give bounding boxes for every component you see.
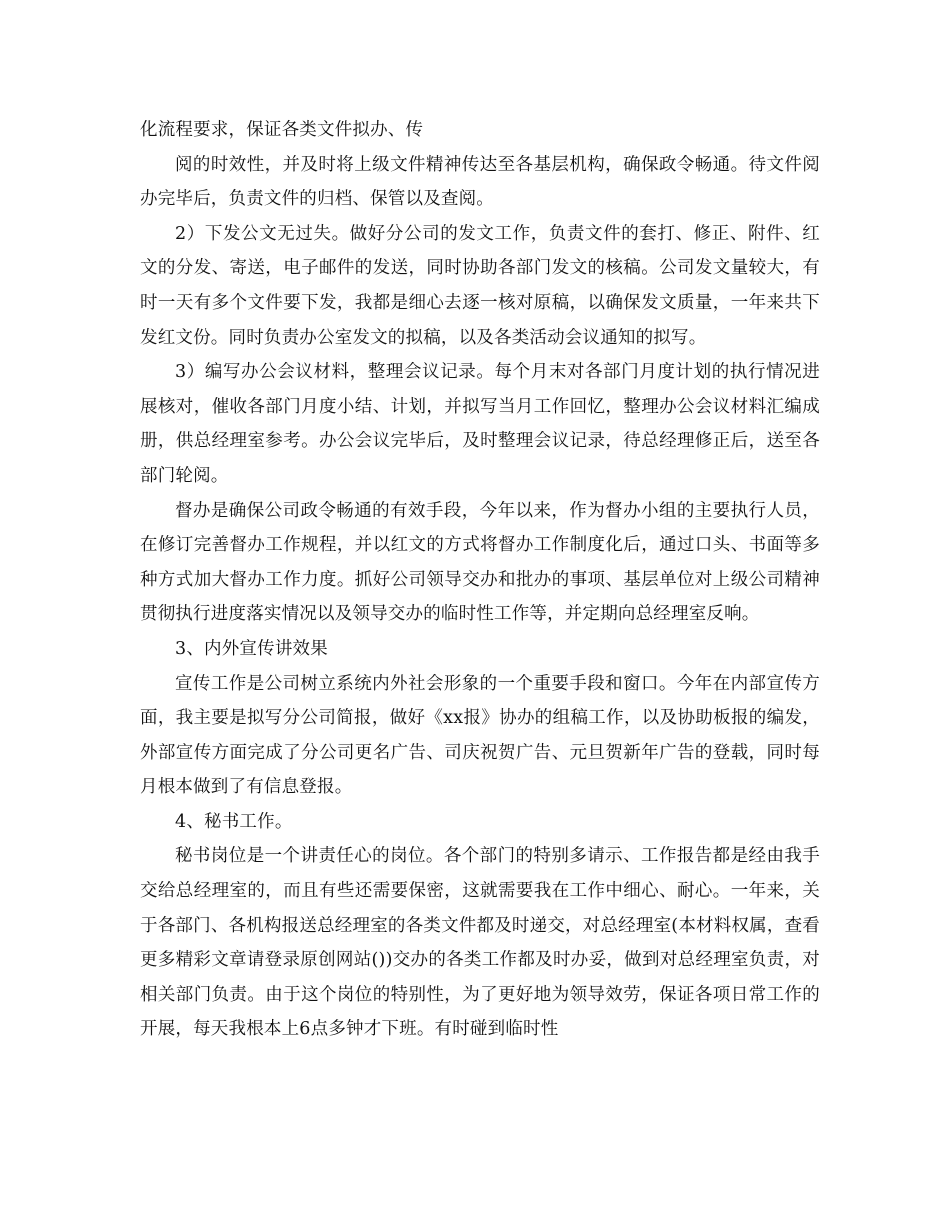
document-body [140,113,820,1047]
section-heading-publicity: 3、内外宣传讲效果 [175,638,328,659]
paragraph-continuation: 化流程要求，保证各类文件拟办、传 [140,120,424,140]
section-heading-secretary: 4、秘书工作。 [175,811,293,832]
paragraph-file-circulation: 阅的时效性，并及时将上级文件精神传达至各基层机构，确保政令畅通。待文件阅办完毕后，负责文件的归档、保管以及查阅。 [140,154,820,210]
paragraph-supervision: 督办是确保公司政令畅通的有效手段，今年以来，作为督办小组的主要执行人员，在修订完善督办工作规程，并以红文的方式将督办工作制度化后，通过口头、书面等多种方式加大督办工作力度。抓好公司领导交办和批办的事项、基层单位对上级公司精神贯彻执行进度落实情况以及领导交办的临时性工作等，并定期向总经理室反响。 [140,500,820,625]
paragraph-publicity: 宣传工作是公司树立系统内外社会形象的一个重要手段和窗口。今年在内部宣传方面，我主要是拟写分公司简报，做好《xx报》协办的组稿工作，以及协助板报的编发，外部宣传方面完成了分公司更名广告、司庆祝贺广告、元旦贺新年广告的登载，同时每月根本做到了有信息登报。 [140,673,820,798]
paragraph-meeting-materials: 3）编写办公会议材料，整理会议记录。每个月末对各部门月度计划的执行情况进展核对，催收各部门月度小结、计划，并拟写当月工作回忆，整理办公会议材料汇编成册，供总经理室参考。办公会议完毕后，及时整理会议记录，待总经理修正后，送至各部门轮阅。 [140,362,820,486]
paragraph-document-issuing: 2）下发公文无过失。做好分公司的发文工作，负责文件的套打、修正、附件、红文的分发、寄送，电子邮件的发送，同时协助各部门发文的核稿。公司发文量较大，有时一天有多个文件要下发，我都是细心去逐一核对原稿，以确保发文质量，一年来共下发红文份。同时负责办公室发文的拟稿，以及各类活动会议通知的拟写。 [140,223,820,348]
paragraph-secretary: 秘书岗位是一个讲责任心的岗位。各个部门的特别多请示、工作报告都是经由我手交给总经理室的，而且有些还需要保密，这就需要我在工作中细心、耐心。一年来，关于各部门、各机构报送总经理室的各类文件都及时递交，对总经理室(本材料权属，查看更多精彩文章请登录原创网站())交办的各类工作都及时办妥，做到对总经理室负责，对相关部门负责。由于这个岗位的特别性，为了更好地为领导效劳，保证各项日常工作的开展，每天我根本上6点多钟才下班。有时碰到临时性 [140,846,820,1040]
